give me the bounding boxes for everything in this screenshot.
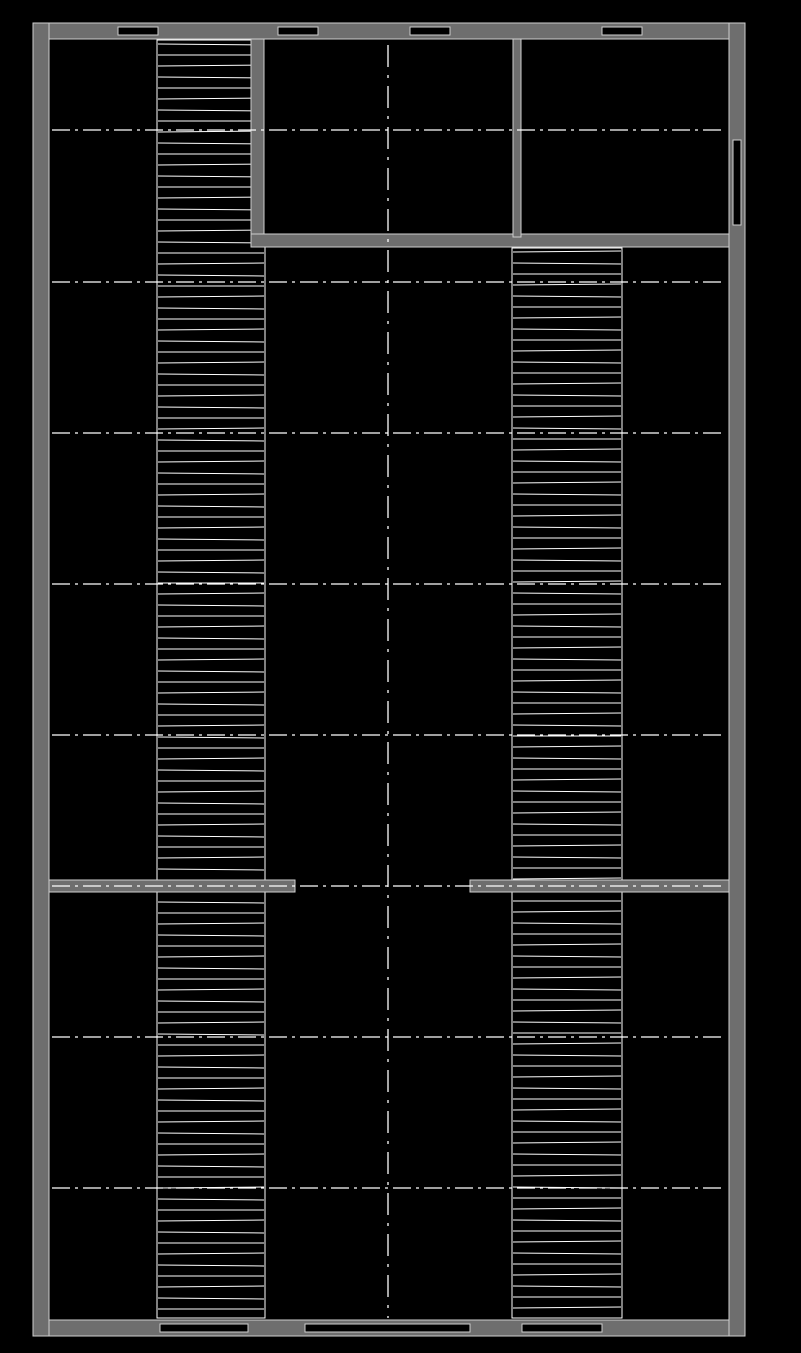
room-bottom-wall bbox=[251, 234, 729, 247]
opening-top-4 bbox=[602, 27, 642, 35]
mid-beam-right bbox=[470, 880, 729, 892]
room-divider-wall bbox=[513, 39, 521, 237]
room-right bbox=[521, 39, 729, 234]
opening-top-1 bbox=[118, 27, 158, 35]
opening-bottom-1 bbox=[160, 1324, 248, 1332]
opening-right-1 bbox=[733, 140, 741, 225]
wall-left bbox=[33, 23, 49, 1336]
opening-bottom-2 bbox=[305, 1324, 470, 1332]
opening-top-2 bbox=[278, 27, 318, 35]
opening-top-3 bbox=[410, 27, 450, 35]
room-left-wall bbox=[251, 39, 264, 247]
opening-bottom-3 bbox=[522, 1324, 602, 1332]
inner-rooms bbox=[251, 39, 729, 247]
